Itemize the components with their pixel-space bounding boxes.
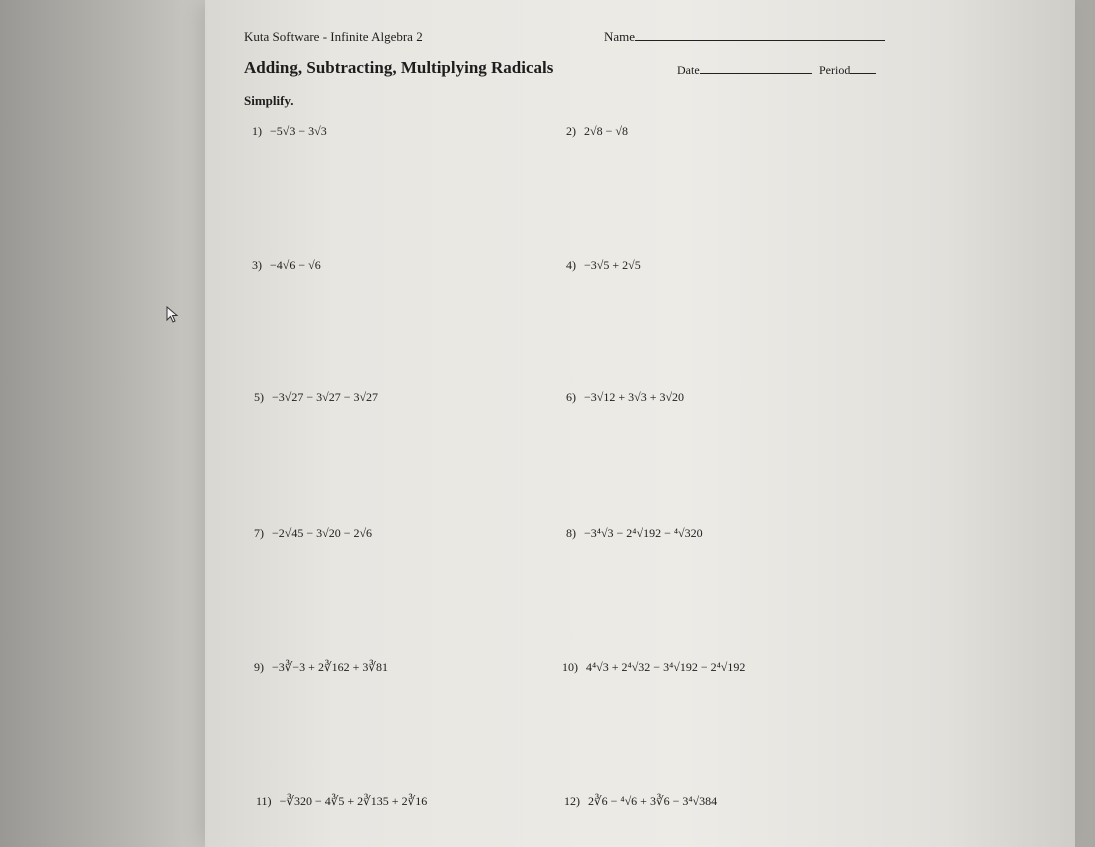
problem-expression: −∛320 − 4∛5 + 2∛135 + 2∛16	[279, 794, 428, 808]
problem-number: 11)	[256, 794, 272, 808]
problem-1	[252, 124, 327, 139]
name-blank	[635, 30, 885, 41]
problem-2	[566, 124, 628, 139]
date-blank	[700, 63, 812, 74]
name-label: Name	[604, 29, 636, 44]
name-field	[604, 29, 885, 45]
problem-number: 1)	[252, 124, 262, 138]
problem-4	[566, 258, 641, 273]
problem-expression: −3√27 − 3√27 − 3√27	[272, 390, 379, 404]
problem-expression: 4⁴√3 + 2⁴√32 − 3⁴√192 − 2⁴√192	[586, 660, 746, 674]
problem-number: 12)	[564, 794, 580, 808]
problem-number: 2)	[566, 124, 576, 138]
problem-number: 10)	[562, 660, 578, 674]
problem-expression: −3∛−3 + 2∛162 + 3∛81	[272, 660, 389, 674]
problem-number: 5)	[254, 390, 264, 404]
worksheet-page	[205, 0, 1075, 847]
period-field	[819, 63, 876, 78]
problem-11	[256, 794, 427, 809]
problem-expression: 2√8 − √8	[584, 124, 628, 138]
problem-number: 7)	[254, 526, 264, 540]
problem-10	[562, 660, 745, 675]
period-blank	[850, 63, 876, 74]
problem-expression: −5√3 − 3√3	[270, 124, 327, 138]
problem-8	[566, 526, 703, 541]
worksheet-title: Adding, Subtracting, Multiplying Radicals	[244, 58, 554, 77]
problem-expression: −3⁴√3 − 2⁴√192 − ⁴√320	[584, 526, 703, 540]
period-label: Period	[819, 63, 851, 77]
problem-5	[254, 390, 378, 405]
problem-expression: −3√5 + 2√5	[584, 258, 641, 272]
problem-expression: −3√12 + 3√3 + 3√20	[584, 390, 685, 404]
problem-expression: −4√6 − √6	[270, 258, 321, 272]
date-label: Date	[677, 63, 700, 77]
problem-number: 4)	[566, 258, 576, 272]
problem-6	[566, 390, 684, 405]
problem-7	[254, 526, 372, 541]
problem-9	[254, 660, 388, 675]
problem-number: 8)	[566, 526, 576, 540]
problem-3	[252, 258, 321, 273]
problem-number: 3)	[252, 258, 262, 272]
problem-number: 9)	[254, 660, 264, 674]
instruction-text: Simplify.	[244, 93, 294, 108]
software-label: Kuta Software - Infinite Algebra 2	[244, 29, 423, 44]
date-field	[677, 63, 812, 78]
mouse-pointer-icon	[166, 306, 180, 324]
problem-12	[564, 794, 717, 809]
problem-expression: −2√45 − 3√20 − 2√6	[272, 526, 373, 540]
problem-expression: 2∛6 − ⁴√6 + 3∛6 − 3⁴√384	[588, 794, 718, 808]
problem-number: 6)	[566, 390, 576, 404]
